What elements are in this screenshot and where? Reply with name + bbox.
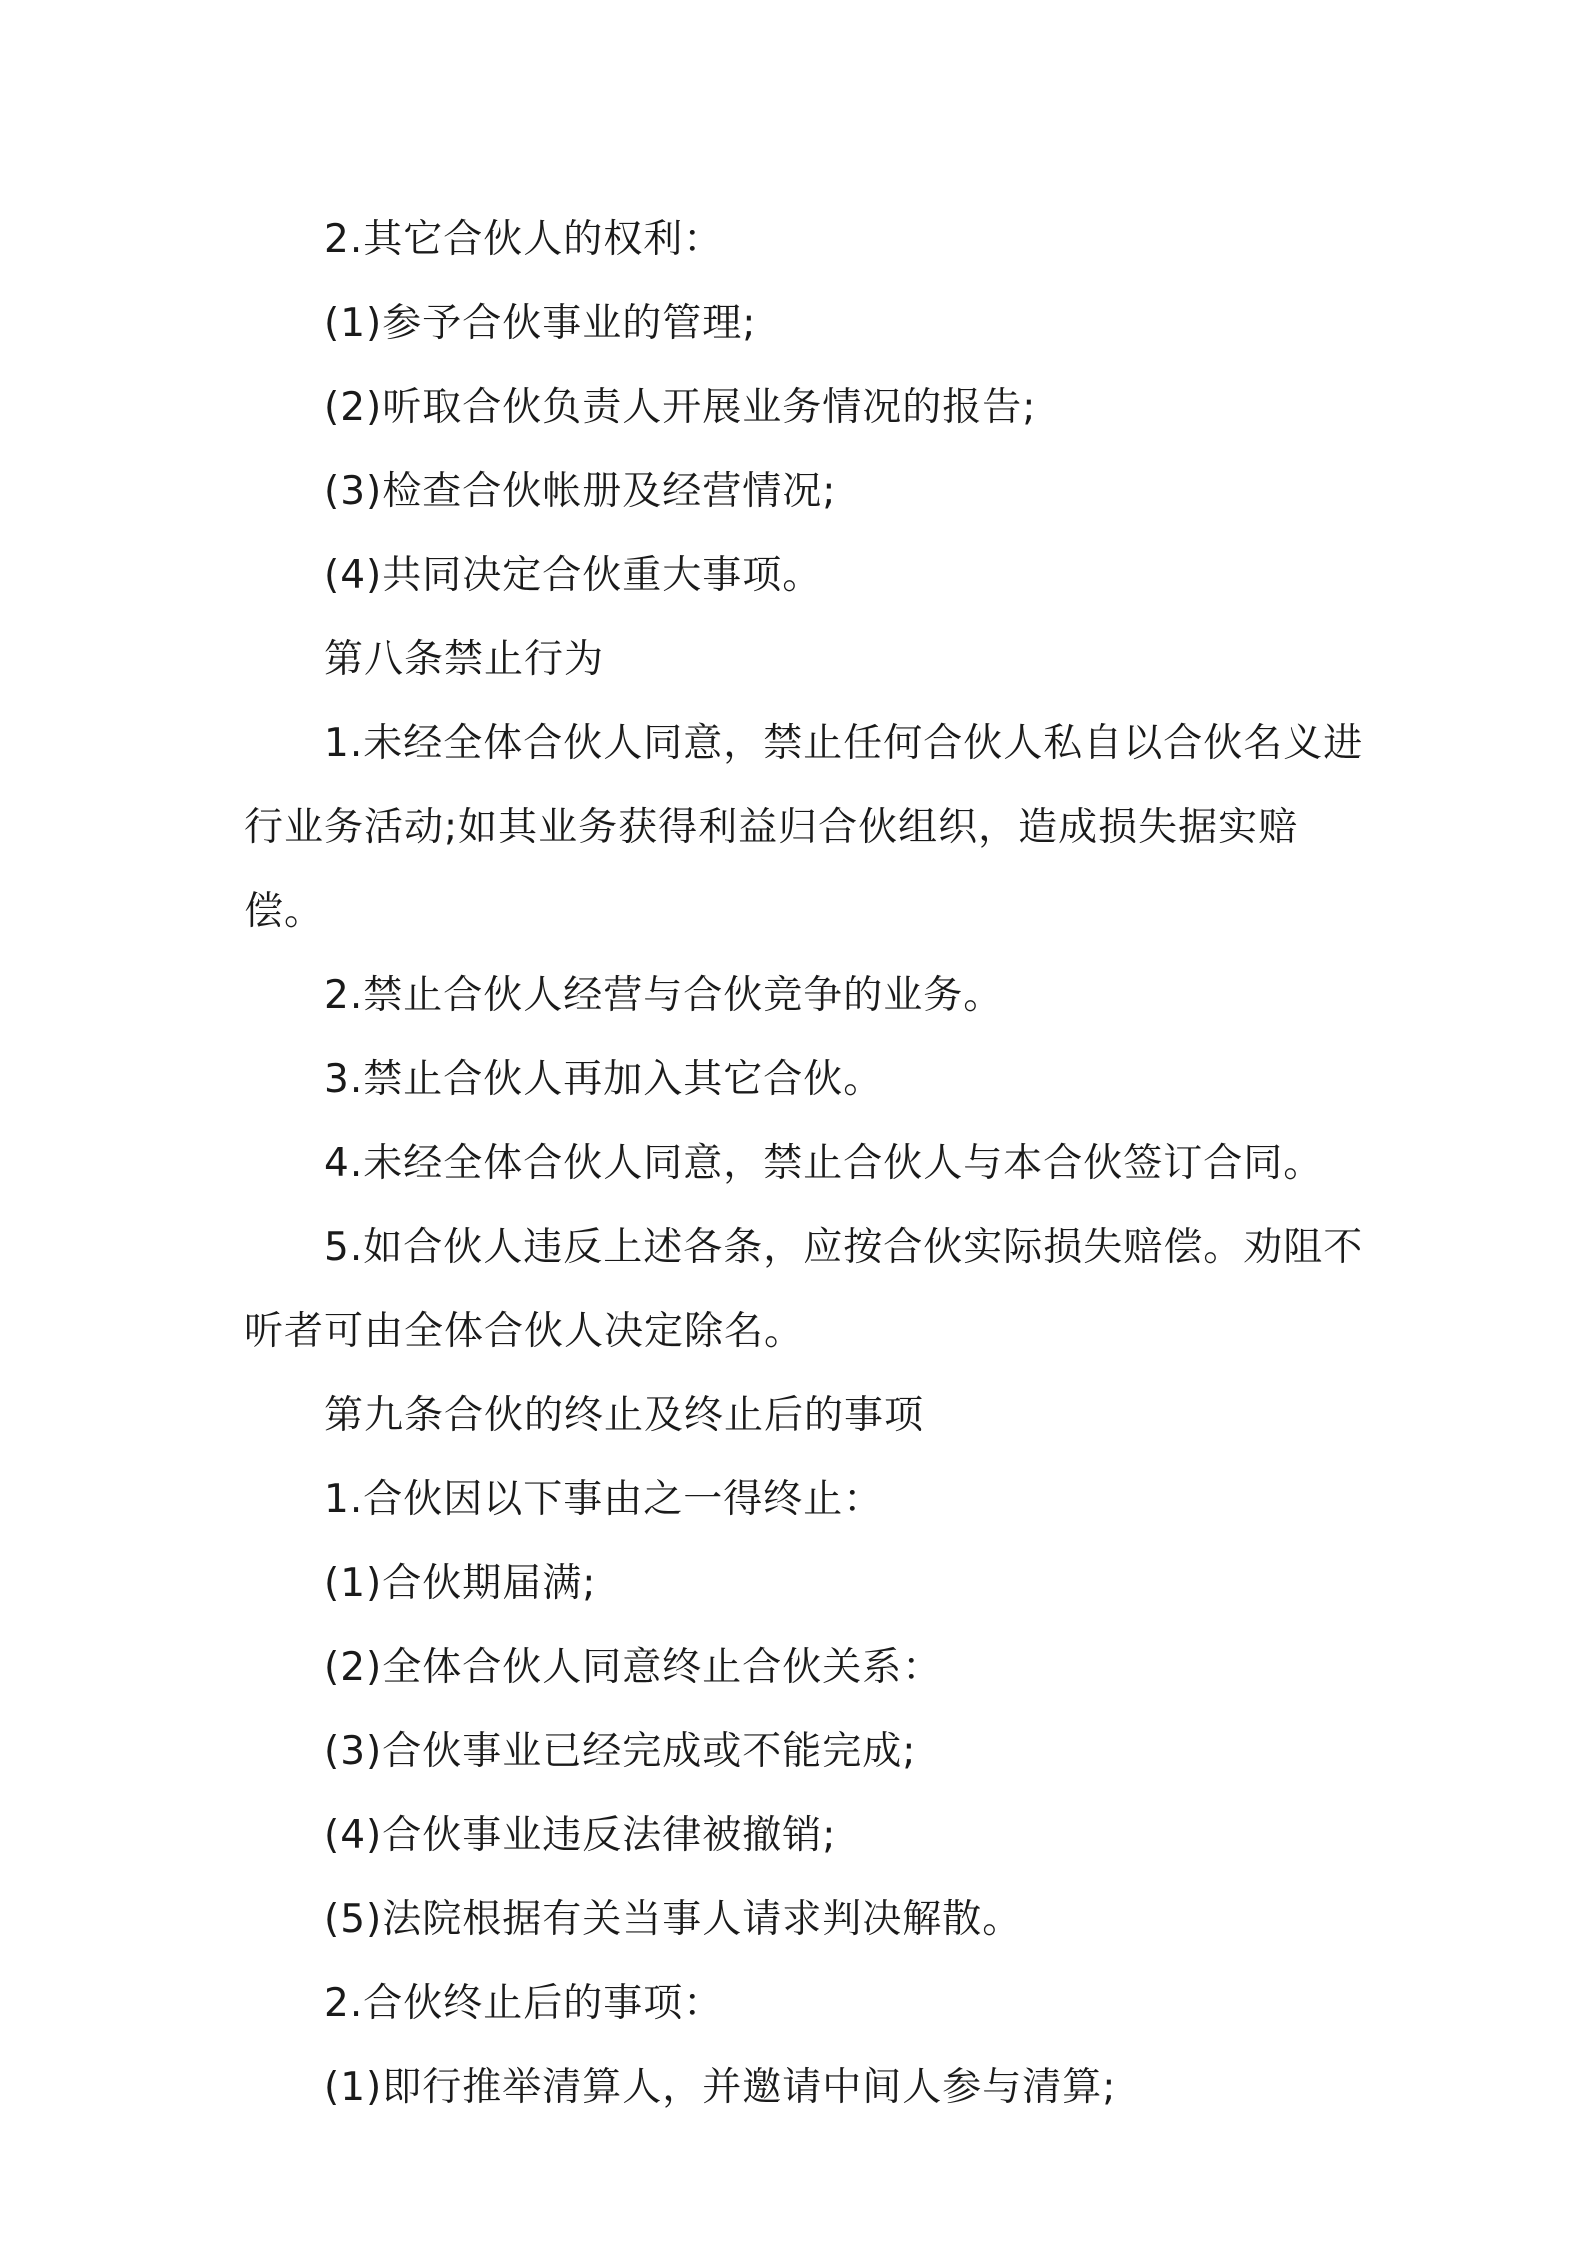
prohibition-2: 2.禁止合伙人经营与合伙竞争的业务。 [324,973,1004,1018]
document-body [244,198,1368,2130]
post-termination-item-1: (1)即行推举清算人，并邀请中间人参与清算; [324,2065,1117,2110]
article-9-heading: 第九条合伙的终止及终止后的事项 [324,1393,925,1438]
article-8-heading: 第八条禁止行为 [324,637,605,682]
termination-reason-5: (5)法院根据有关当事人请求判决解散。 [324,1897,1023,1942]
post-termination-heading: 2.合伙终止后的事项： [324,1981,724,2026]
termination-reason-2: (2)全体合伙人同意终止合伙关系： [324,1645,943,1690]
paragraph-right-3: (3)检查合伙帐册及经营情况; [324,469,837,514]
paragraph-right-1: (1)参予合伙事业的管理; [324,301,757,346]
termination-reason-1: (1)合伙期届满; [324,1561,597,1606]
termination-reason-3: (3)合伙事业已经完成或不能完成; [324,1729,917,1774]
prohibition-3: 3.禁止合伙人再加入其它合伙。 [324,1057,884,1102]
prohibition-4: 4.未经全体合伙人同意，禁止合伙人与本合伙签订合同。 [324,1141,1324,1186]
paragraph-right-2: (2)听取合伙负责人开展业务情况的报告; [324,385,1037,430]
prohibition-1: 1.未经全体合伙人同意，禁止任何合伙人私自以合伙名义进行业务活动;如其业务获得利益归合伙组织，造成损失据实赔偿。 [244,721,1364,934]
termination-reason-4: (4)合伙事业违反法律被撤销; [324,1813,837,1858]
prohibition-5: 5.如合伙人违反上述各条，应按合伙实际损失赔偿。劝阻不听者可由全体合伙人决定除名。 [244,1225,1364,1354]
termination-heading: 1.合伙因以下事由之一得终止： [324,1477,884,1522]
paragraph-rights-heading: 2.其它合伙人的权利： [324,217,724,262]
paragraph-right-4: (4)共同决定合伙重大事项。 [324,553,823,598]
